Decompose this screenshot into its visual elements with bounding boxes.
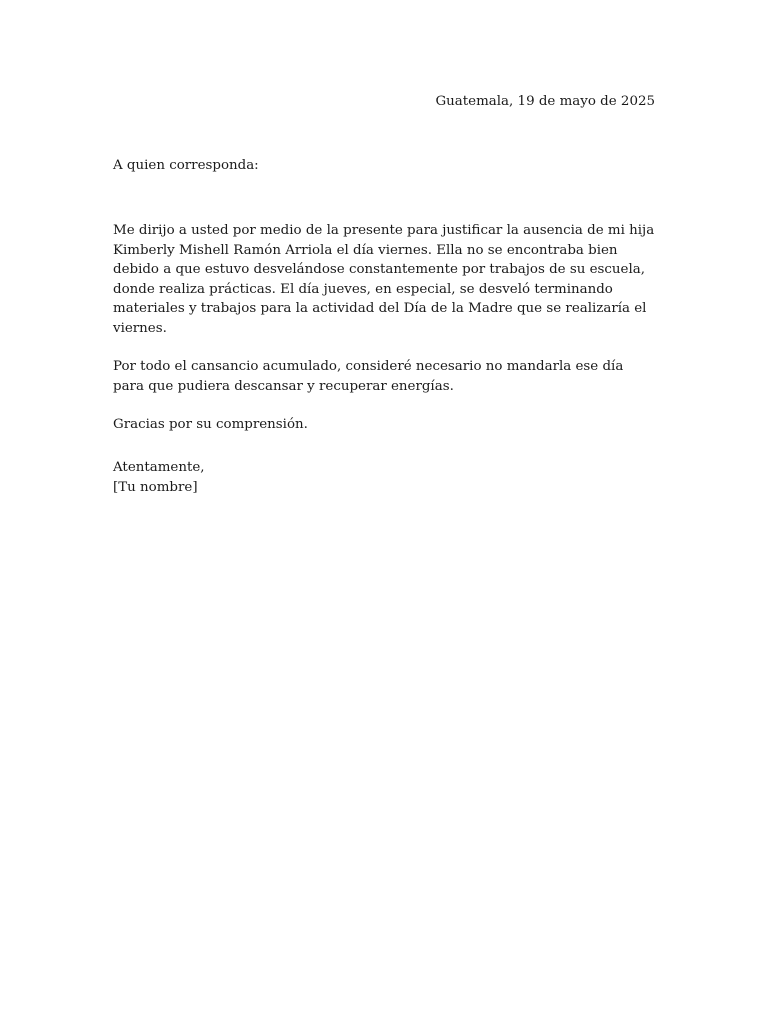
salutation: A quien corresponda:	[113, 158, 259, 173]
body-paragraph-thanks: Gracias por su comprensión.	[113, 417, 308, 432]
signature-placeholder: [Tu nombre]	[113, 479, 198, 495]
closing-phrase: Atentamente,	[113, 460, 205, 475]
body-paragraph-justification: Me dirijo a usted por medio de la presente para justificar la ausencia de mi hija Kimberly Mishell Ramón Arriola el día viernes. Ella no se encontraba bien debido a que estuvo desvelándose constantemente por trabajos de su escuela, donde realiza prácticas. El día jueves, en especial, se desveló terminando materiales y trabajos para la actividad del Día de la Madre que se realizaría el viernes.	[113, 223, 655, 336]
date-line: Guatemala, 19 de mayo de 2025	[435, 94, 655, 109]
closing-block	[113, 458, 655, 497]
body-paragraph-reason: Por todo el cansancio acumulado, consideré necesario no mandarla ese día para que pudiera descansar y recuperar energías.	[113, 359, 624, 394]
letter-body	[113, 221, 655, 454]
